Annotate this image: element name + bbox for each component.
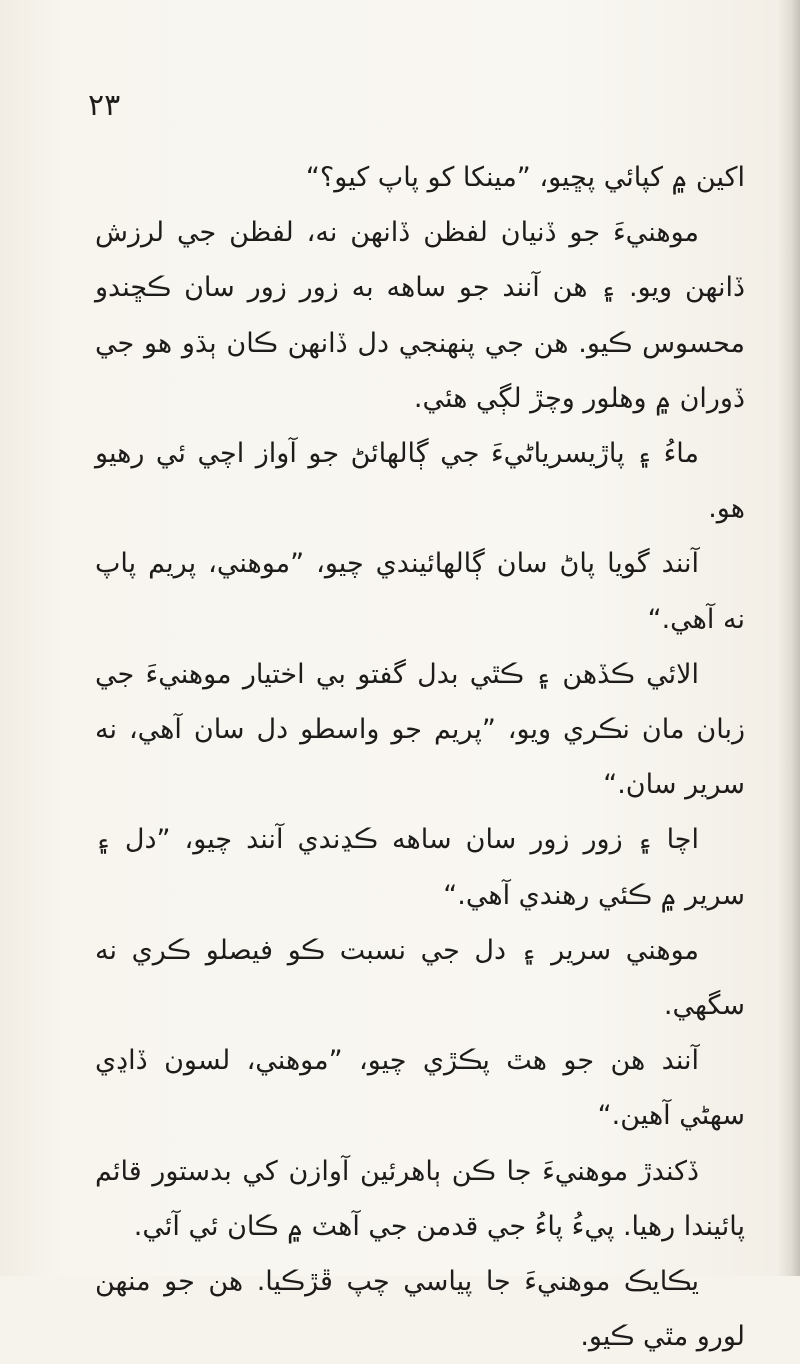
paragraph-5: الائي ڪڏهن ۽ ڪٿي بدل گفتو بي اختيار موهنيءَ جي زبان مان نڪري ويو، ”پريم جو واسطو دل سان آهي، نه سرير سان.“ <box>95 658 745 801</box>
paragraph-4: آنند گويا پاڻ سان ڳالهائيندي چيو، ”موهني، پريم پاپ نه آهي.“ <box>95 548 745 635</box>
paragraph-7: موهني سرير ۽ دل جي نسبت ڪو فيصلو ڪري نه سگهي. <box>95 934 745 1022</box>
body-text <box>95 150 745 1364</box>
paragraph-10: يڪايڪ موهنيءَ جا پياسي چپ ڦڙڪيا. هن جو منهن لورو مٿي ڪيو. <box>95 1266 745 1353</box>
paragraph-9: ڏکندڙ موهنيءَ جا ڪن ٻاهرئين آوازن کي بدستور قائم پائيندا رهيا. پيءُ پاءُ جي قدمن جي آهٽ ۾ ڪان ئي آئي. <box>95 1155 745 1242</box>
paragraph-8: آنند هن جو هٿ پڪڙي چيو، ”موهني، لسون ڏاڍي سهڻي آهين.“ <box>95 1045 745 1132</box>
paragraph-6: اچا ۽ زور زور سان ساهه ڪڍندي آنند چيو، ”دل ۽ سرير ۾ ڪئي رهندي آهي.“ <box>95 824 745 911</box>
page-edge-shadow <box>778 0 800 1276</box>
paragraph-3: ماءُ ۽ پاڙيسرياڻيءَ جي ڳالهائڻ جو آواز اچي ئي رهيو هو. <box>95 438 745 525</box>
page-number: ٢٣ <box>88 88 121 123</box>
paragraph-1: اکین ۾ کپائي پڇيو، ”مينکا کو پاپ کيو؟“ <box>305 162 745 193</box>
paragraph-2: موهنيءَ جو ڏنيان لفظن ڏانهن نه، لفظن جي لرزش ڏانهن ويو. ۽ هن آنند جو ساهه به زور زور سان ڪڇندو محسوس ڪيو. هن جي پنهنجي دل ڏانهن ڪان ٻڌو هو جي ڏوران ۾ وهلور وچڙ لڳي هئي. <box>95 217 745 414</box>
